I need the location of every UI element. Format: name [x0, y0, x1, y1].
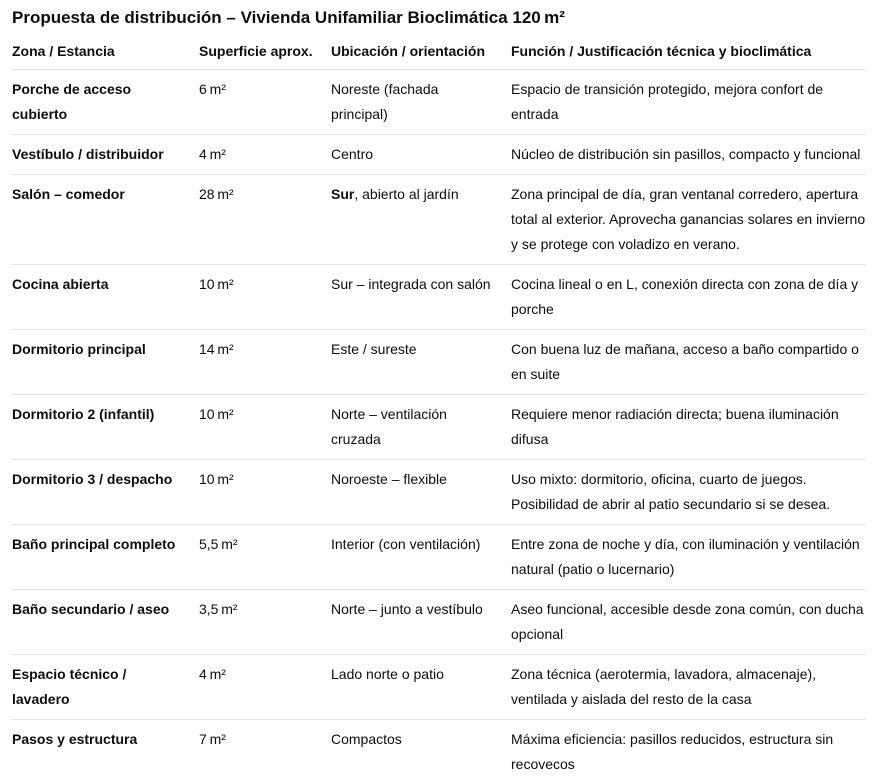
cell-funcion: Entre zona de noche y día, con iluminación y ventilación natural (patio o lucernario) — [511, 525, 866, 590]
cell-funcion: Aseo funcional, accesible desde zona común, con ducha opcional — [511, 590, 866, 655]
ubicacion-bold-text: Sur — [331, 186, 355, 202]
table-row — [12, 655, 866, 720]
ubicacion-text: Sur – integrada con salón — [331, 276, 491, 292]
cell-superficie: 28 m² — [199, 175, 331, 265]
ubicacion-text: Lado norte o patio — [331, 666, 444, 682]
cell-ubicacion — [331, 265, 511, 330]
column-header-funcion: Función / Justificación técnica y bioclimática — [511, 42, 866, 70]
table-row — [12, 395, 866, 460]
cell-funcion: Zona principal de día, gran ventanal corredero, apertura total al exterior. Aprovecha ganancias solares en invierno y se protege con voladizo en verano. — [511, 175, 866, 265]
cell-superficie: 4 m² — [199, 135, 331, 175]
table-row — [12, 175, 866, 265]
cell-funcion: Con buena luz de mañana, acceso a baño compartido o en suite — [511, 330, 866, 395]
cell-ubicacion — [331, 525, 511, 590]
cell-zona: Pasos y estructura — [12, 720, 199, 784]
table-body — [12, 70, 866, 784]
page-title: Propuesta de distribución – Vivienda Unifamiliar Bioclimática 120 m² — [12, 8, 565, 27]
cell-zona: Baño principal completo — [12, 525, 199, 590]
cell-zona: Baño secundario / aseo — [12, 590, 199, 655]
ubicacion-text: Norte – junto a vestíbulo — [331, 601, 483, 617]
cell-ubicacion — [331, 135, 511, 175]
cell-zona: Porche de acceso cubierto — [12, 70, 199, 135]
cell-funcion: Zona técnica (aerotermia, lavadora, almacenaje), ventilada y aislada del resto de la casa — [511, 655, 866, 720]
cell-superficie: 7 m² — [199, 720, 331, 784]
table-row — [12, 525, 866, 590]
cell-ubicacion — [331, 460, 511, 525]
cell-zona: Salón – comedor — [12, 175, 199, 265]
cell-superficie: 10 m² — [199, 265, 331, 330]
table-row — [12, 590, 866, 655]
table-row — [12, 265, 866, 330]
cell-superficie: 14 m² — [199, 330, 331, 395]
ubicacion-text: Interior (con ventilación) — [331, 536, 481, 552]
cell-superficie: 10 m² — [199, 395, 331, 460]
ubicacion-text: Centro — [331, 146, 374, 162]
cell-superficie: 6 m² — [199, 70, 331, 135]
table-header-row — [12, 42, 866, 70]
cell-zona: Dormitorio 2 (infantil) — [12, 395, 199, 460]
ubicacion-text: Compactos — [331, 731, 402, 747]
cell-funcion: Cocina lineal o en L, conexión directa con zona de día y porche — [511, 265, 866, 330]
ubicacion-text: , abierto al jardín — [354, 186, 459, 202]
distribution-table — [12, 42, 866, 784]
cell-zona: Dormitorio 3 / despacho — [12, 460, 199, 525]
ubicacion-text: Noroeste – flexible — [331, 471, 447, 487]
table-row — [12, 135, 866, 175]
cell-funcion: Requiere menor radiación directa; buena iluminación difusa — [511, 395, 866, 460]
table-row — [12, 70, 866, 135]
cell-superficie: 10 m² — [199, 460, 331, 525]
cell-zona: Cocina abierta — [12, 265, 199, 330]
cell-funcion: Máxima eficiencia: pasillos reducidos, estructura sin recovecos — [511, 720, 866, 784]
table-row — [12, 330, 866, 395]
cell-superficie: 3,5 m² — [199, 590, 331, 655]
table-row — [12, 460, 866, 525]
ubicacion-text: Noreste (fachada principal) — [331, 81, 439, 122]
cell-zona: Vestíbulo / distribuidor — [12, 135, 199, 175]
cell-ubicacion — [331, 175, 511, 265]
cell-zona: Dormitorio principal — [12, 330, 199, 395]
cell-funcion: Uso mixto: dormitorio, oficina, cuarto de juegos. Posibilidad de abrir al patio secundario si se desea. — [511, 460, 866, 525]
cell-superficie: 5,5 m² — [199, 525, 331, 590]
ubicacion-text: Este / sureste — [331, 341, 417, 357]
cell-ubicacion — [331, 655, 511, 720]
table-row — [12, 720, 866, 784]
cell-funcion: Espacio de transición protegido, mejora confort de entrada — [511, 70, 866, 135]
cell-superficie: 4 m² — [199, 655, 331, 720]
cell-funcion: Núcleo de distribución sin pasillos, compacto y funcional — [511, 135, 866, 175]
cell-ubicacion — [331, 70, 511, 135]
cell-zona: Espacio técnico / lavadero — [12, 655, 199, 720]
column-header-zona: Zona / Estancia — [12, 42, 199, 70]
column-header-superficie: Superficie aprox. — [199, 42, 331, 70]
cell-ubicacion — [331, 330, 511, 395]
cell-ubicacion — [331, 590, 511, 655]
cell-ubicacion — [331, 720, 511, 784]
column-header-ubicacion: Ubicación / orientación — [331, 42, 511, 70]
ubicacion-text: Norte – ventilación cruzada — [331, 406, 447, 447]
cell-ubicacion — [331, 395, 511, 460]
